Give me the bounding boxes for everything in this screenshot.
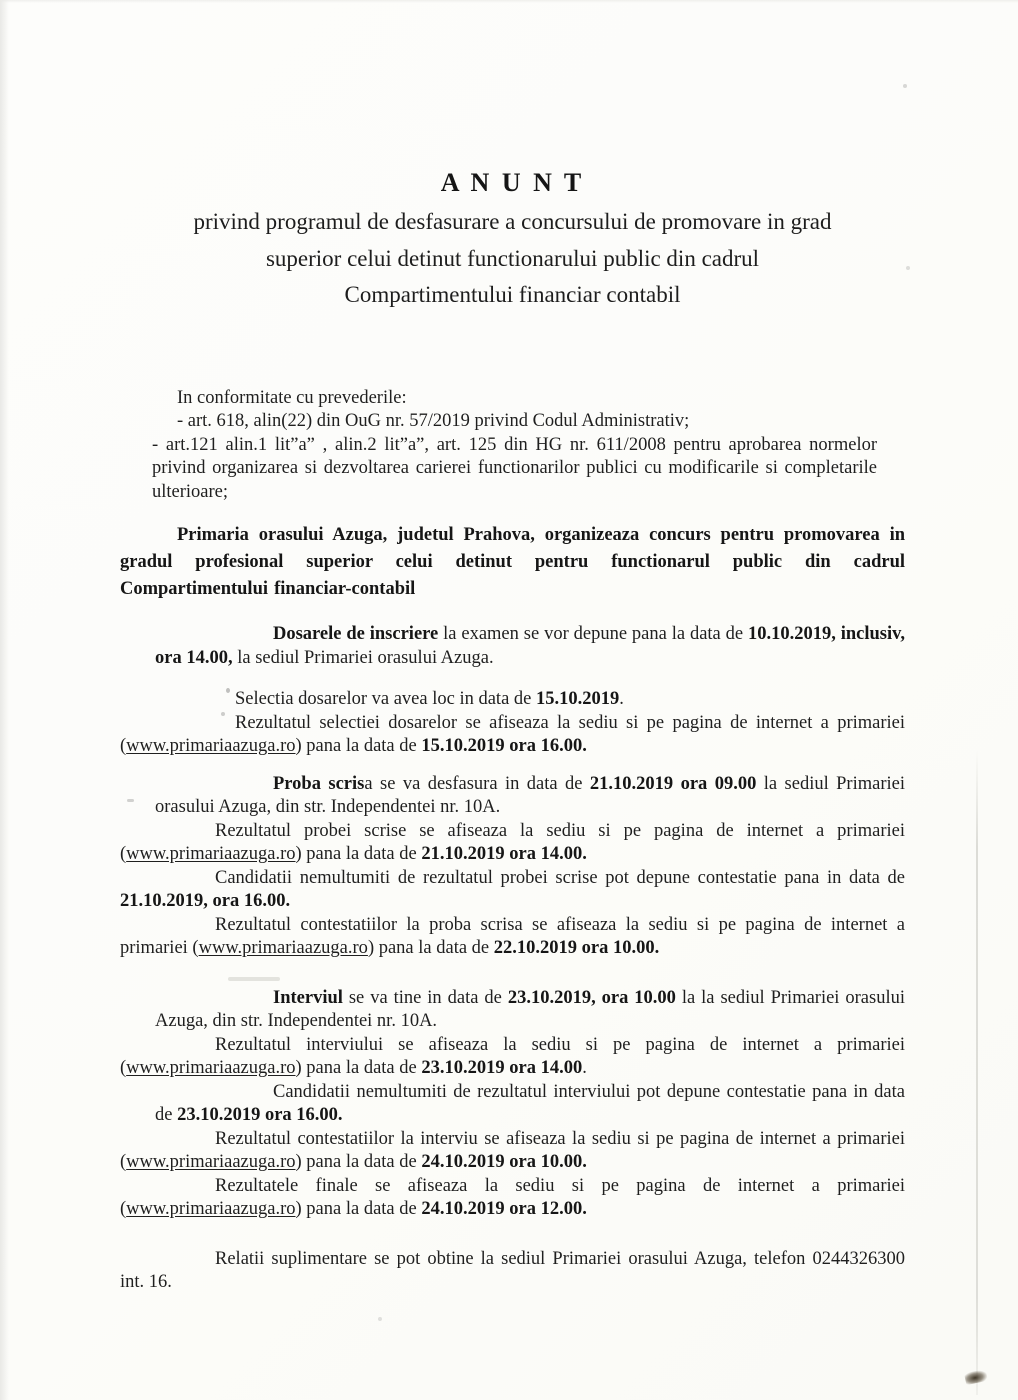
text-run: la sediul Primariei orasului Azuga, din str. Independentei nr. 10A.: [155, 773, 905, 817]
paragraph-dosare-inscriere: [155, 623, 905, 670]
website-url: www.primariaazuga.ro: [126, 1152, 296, 1172]
paragraph-contestatii-proba: [120, 867, 905, 914]
paragraph-rezultat-contestatii-interviu: [120, 1128, 905, 1175]
text-run: 10.10.2019, inclusiv, ora 14.00,: [155, 624, 906, 668]
text-run: 24.10.2019 ora 12.00.: [421, 1199, 587, 1219]
text-run: 15.10.2019 ora 16.00.: [421, 736, 587, 756]
paragraph-rezultat-contestatii-proba: [120, 914, 905, 961]
text-run: 21.10.2019, ora 16.00.: [120, 891, 291, 911]
paragraph-rezultate-finale: [120, 1175, 905, 1222]
text-run: 22.10.2019 ora 10.00.: [493, 938, 660, 958]
text-run: .: [582, 1058, 587, 1078]
document-body: [120, 0, 905, 1295]
text-run: ) pana la data de: [295, 1199, 422, 1219]
paragraph-interviu: [155, 987, 905, 1034]
text-run: Dosarele de inscriere: [273, 624, 444, 644]
text-run: 21.10.2019 ora 09.00: [589, 773, 757, 794]
text-run: .: [619, 689, 624, 709]
website-url: www.primariaazuga.ro: [126, 736, 296, 756]
text-run: Rezultatul interviului se afiseaza la sediu si pe pagina de internet a primariei (: [120, 1034, 905, 1078]
paragraph-relatii-suplimentare: [120, 1248, 905, 1295]
text-run: ) pana la data de: [295, 844, 422, 864]
subtitle-line-2: superior celui detinut functionarului public din cadrul: [265, 245, 760, 271]
subtitle-line-3: Compartimentului financiar contabil: [344, 282, 681, 307]
text-run: In conformitate cu prevederile:: [177, 387, 407, 408]
website-url: www.primariaazuga.ro: [126, 1058, 296, 1078]
paragraph-conformitate-intro: [120, 387, 905, 411]
text-run: Rezultatul contestatiilor la interviu se afiseaza la sediu si pe pagina de internet a primariei (: [120, 1128, 905, 1172]
text-run: la examen se vor depune pana la data de: [443, 624, 748, 644]
text-run: - art.121 alin.1 lit”a” , alin.2 lit”a”, art. 125 din HG nr. 611/2008 pentru aprobarea normelor privind organizarea si dezvoltarea carierei functionarilor publici cu modificarile si completarile ulterioare;: [152, 434, 877, 502]
paragraph-legal-item-1: [120, 410, 905, 434]
text-run: 15.10.2019: [536, 689, 620, 709]
text-run: - art. 618, alin(22) din OuG nr. 57/2019 privind Codul Administrativ;: [177, 411, 690, 431]
text-run: ) pana la data de: [295, 736, 422, 756]
text-run: Rezultatul probei scrise se afiseaza la sediu si pe pagina de internet a primariei (: [120, 820, 905, 864]
text-run: la la sediul Primariei orasului Azuga, din str. Independentei nr. 10A.: [155, 987, 905, 1031]
paragraph-rezultat-interviu: [120, 1034, 905, 1081]
website-url: www.primariaazuga.ro: [198, 938, 368, 958]
paragraph-rezultat-proba: [120, 820, 905, 867]
website-url: www.primariaazuga.ro: [126, 1199, 296, 1219]
ink-smudge: [964, 1369, 988, 1385]
text-run: Interviul: [273, 987, 343, 1008]
paragraph-rezultat-selectie: [120, 712, 905, 759]
text-run: a se va desfasura in data de: [364, 773, 590, 794]
text-run: Rezultatul contestatiilor la proba scrisa se afiseaza la sediu si pe pagina de internet a primariei (: [120, 914, 905, 958]
text-run: Candidatii nemultumiti de rezultatul interviului pot depune contestatie pana in data de: [155, 1081, 905, 1125]
paragraph-legal-item-2: [152, 434, 877, 505]
text-run: ) pana la data de: [295, 1152, 422, 1172]
text-run: Selectia dosarelor va avea loc in data de: [235, 689, 536, 709]
text-run: Candidatii nemultumiti de rezultatul probei scrise pot depune contestatie pana in data de: [215, 867, 905, 888]
text-run: ) pana la data de: [367, 938, 494, 958]
text-run: ) pana la data de: [295, 1058, 422, 1078]
text-run: Rezultatul selectiei dosarelor se afiseaza la sediu si pe pagina de internet a primariei (: [120, 712, 905, 756]
text-run: 24.10.2019 ora 10.00.: [421, 1152, 587, 1172]
text-run: se va tine in data de: [342, 987, 508, 1008]
scan-fold-line: [976, 750, 978, 1395]
document-title: A N U N T: [440, 168, 585, 197]
text-run: la sediul Primariei orasului Azuga.: [232, 647, 494, 668]
website-url: www.primariaazuga.ro: [126, 844, 296, 864]
paragraph-organizare-concurs: [120, 522, 905, 603]
text-run: Proba scris: [273, 773, 365, 794]
text-run: Rezultatele finale se afiseaza la sediu si pe pagina de internet a primariei (: [120, 1175, 905, 1219]
scan-speck: [378, 1317, 382, 1321]
paragraph-proba-scrisa: [155, 773, 905, 820]
scan-speck: [906, 266, 910, 270]
paragraph-contestatii-interviu: [155, 1081, 905, 1128]
paragraph-selectie-dosare: [120, 688, 905, 712]
text-run: 23.10.2019, ora 10.00: [507, 987, 676, 1008]
text-run: 23.10.2019 ora 14.00: [421, 1058, 583, 1078]
text-run: Relatii suplimentare se pot obtine la sediul Primariei orasului Azuga, telefon 0244326300 int. 16.: [120, 1248, 905, 1292]
text-run: 21.10.2019 ora 14.00.: [421, 844, 587, 864]
subtitle-line-1: privind programul de desfasurare a concursului de promovare in grad: [193, 209, 832, 234]
scan-edge-left: [0, 0, 9, 1400]
text-run: 23.10.2019 ora 16.00.: [177, 1105, 343, 1125]
document-subtitle: [120, 204, 905, 314]
text-run: Primaria orasului Azuga, judetul Prahova, organizeaza concurs pentru promovarea in gradul profesional superior celui detinut pentru functionarul public din cadrul Compartimentului financiar-contabil: [120, 525, 905, 599]
